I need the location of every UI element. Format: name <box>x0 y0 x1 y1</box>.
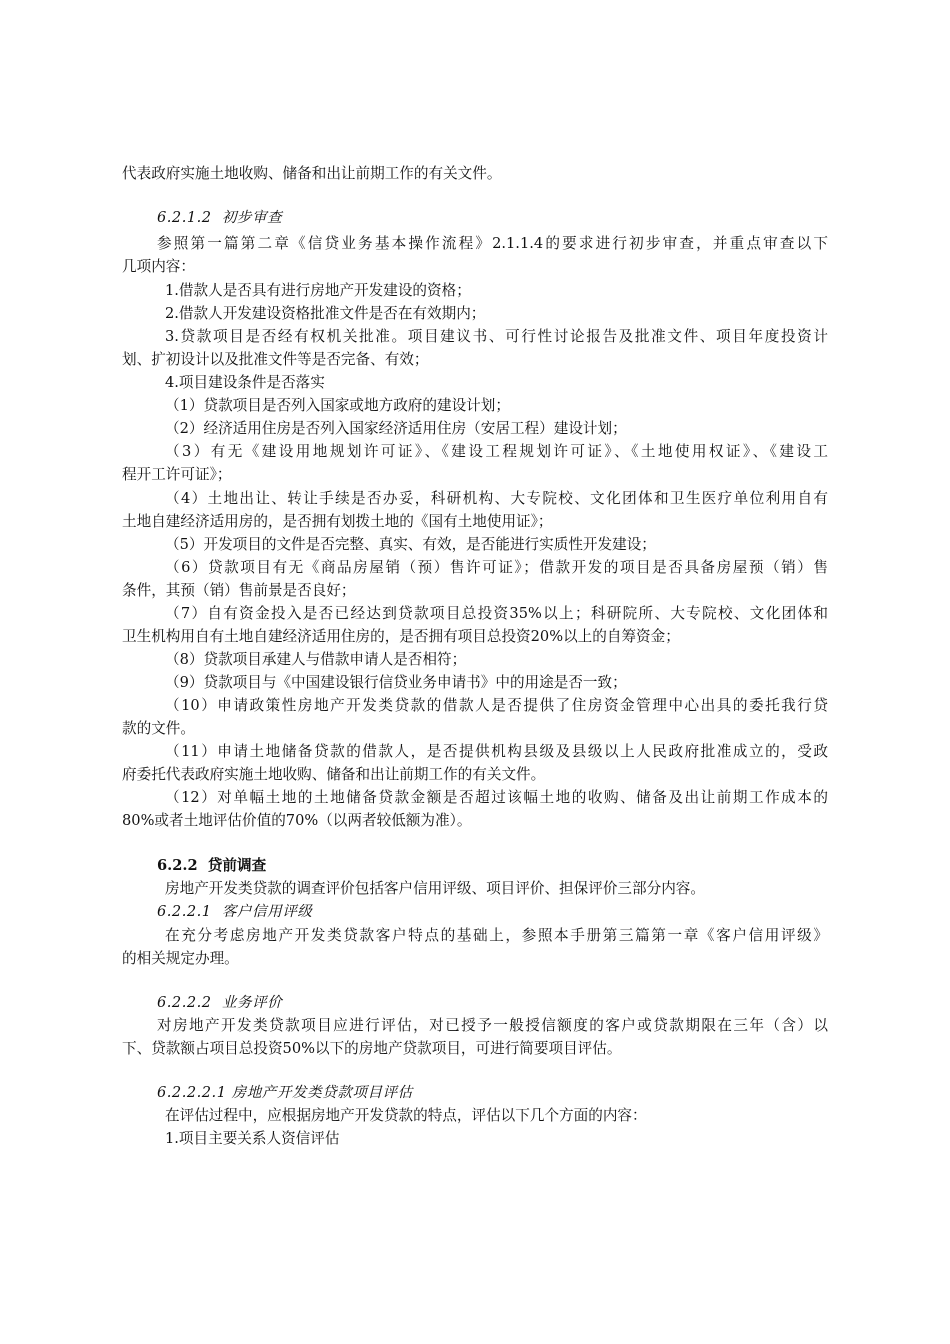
text-line: 卫生机构用自有土地自建经济适用住房的，是否拥有项目总投资20%以上的自筹资金； <box>122 628 680 645</box>
text-line: 土地自建经济适用房的，是否拥有划拨土地的《国有土地使用证》； <box>122 513 553 530</box>
text-line: 条件，其预（销）售前景是否良好； <box>122 582 356 599</box>
text-line: （3）有无《建设用地规划许可证》、《建设工程规划许可证》、《土地使用权证》、《建设工 <box>165 443 828 460</box>
text-line: 3.贷款项目是否经有权机关批准。项目建议书、可行性讨论报告及批准文件、项目年度投资计 <box>165 328 828 345</box>
text-line: 房地产开发类贷款的调查评价包括客户信用评级、项目评价、担保评价三部分内容。 <box>165 880 705 897</box>
text-line: （5）开发项目的文件是否完整、真实、有效，是否能进行实质性开发建设； <box>165 536 656 553</box>
text-line: （12）对单幅土地的土地储备贷款金额是否超过该幅土地的收购、储备及出让前期工作成本的 <box>165 789 828 806</box>
section-heading: 6.2.2 贷前调查 <box>157 857 267 874</box>
text-line: 府委托代表政府实施土地收购、储备和出让前期工作的有关文件。 <box>122 766 546 783</box>
text-line: （2）经济适用住房是否列入国家经济适用住房（安居工程）建设计划； <box>165 420 627 437</box>
text-line: 1.借款人是否具有进行房地产开发建设的资格； <box>165 282 471 299</box>
text-line: （6）贷款项目有无《商品房屋销（预）售许可证》；借款开发的项目是否具备房屋预（销）售 <box>165 559 828 576</box>
text-line: 参照第一篇第二章《信贷业务基本操作流程》2.1.1.4的要求进行初步审查，并重点审查以下 <box>157 235 828 252</box>
text-line: 划、扩初设计以及批准文件等是否完备、有效； <box>122 351 429 368</box>
section-heading: 6.2.2.2 业务评价 <box>157 994 283 1011</box>
text-line: 代表政府实施土地收购、储备和出让前期工作的有关文件。 <box>122 165 502 182</box>
text-line: 80%或者土地评估价值的70%（以两者较低额为准）。 <box>122 812 472 829</box>
text-line: （9）贷款项目与《中国建设银行信贷业务申请书》中的用途是否一致； <box>165 674 627 691</box>
section-heading: 6.2.2.2.1 房地产开发类贷款项目评估 <box>157 1084 413 1101</box>
text-line: 在评估过程中，应根据房地产开发贷款的特点，评估以下几个方面的内容： <box>165 1107 647 1124</box>
text-line: 4.项目建设条件是否落实 <box>165 374 325 391</box>
text-line: 程开工许可证》； <box>122 466 232 483</box>
section-heading: 6.2.1.2 初步审查 <box>157 209 283 226</box>
text-line: 1.项目主要关系人资信评估 <box>165 1130 340 1147</box>
text-line: （10）申请政策性房地产开发类贷款的借款人是否提供了住房资金管理中心出具的委托我行贷 <box>165 697 828 714</box>
text-line: （4）土地出让、转让手续是否办妥，科研机构、大专院校、文化团体和卫生医疗单位利用自有 <box>165 490 828 507</box>
text-line: 款的文件。 <box>122 720 195 737</box>
text-line: （8）贷款项目承建人与借款申请人是否相符； <box>165 651 467 668</box>
text-line: 在充分考虑房地产开发类贷款客户特点的基础上，参照本手册第三篇第一章《客户信用评级》 <box>165 927 828 944</box>
text-line: 的相关规定办理。 <box>122 950 239 967</box>
text-line: （1）贷款项目是否列入国家或地方政府的建设计划； <box>165 397 510 414</box>
text-line: （11）申请土地储备贷款的借款人，是否提供机构县级及县级以上人民政府批准成立的，受政 <box>165 743 828 760</box>
text-line: 2.借款人开发建设资格批准文件是否在有效期内； <box>165 305 486 322</box>
text-line: 几项内容： <box>122 258 195 275</box>
text-line: （7）自有资金投入是否已经达到贷款项目总投资35%以上；科研院所、大专院校、文化团体和 <box>165 605 828 622</box>
text-line: 对房地产开发类贷款项目应进行评估，对已授予一般授信额度的客户或贷款期限在三年（含）以 <box>157 1017 828 1034</box>
text-line: 下、贷款额占项目总投资50%以下的房地产贷款项目，可进行简要项目评估。 <box>122 1040 622 1057</box>
section-heading: 6.2.2.1 客户信用评级 <box>157 903 313 920</box>
